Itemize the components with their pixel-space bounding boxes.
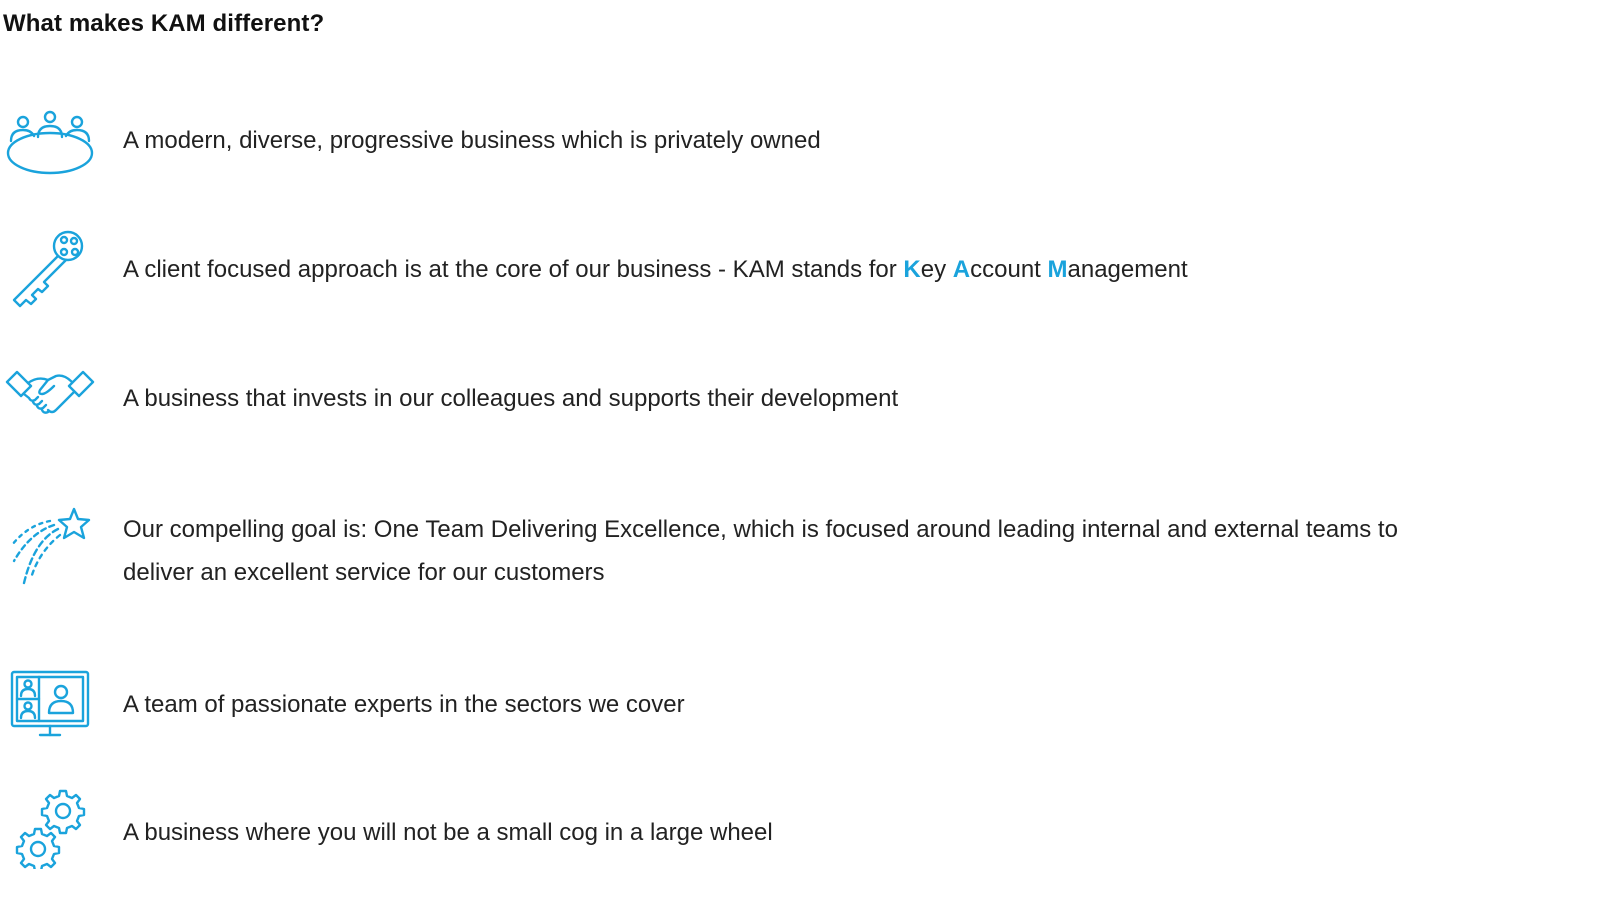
feature-text: A business where you will not be a small cog in a large wheel (123, 819, 773, 846)
gears-icon (4, 787, 96, 869)
acronym-word-account: ccount (970, 256, 1048, 283)
acronym-word-management: anagement (1067, 256, 1188, 283)
shooting-star-icon (4, 505, 96, 587)
acronym-letter-k: K (903, 256, 921, 283)
feature-text (123, 248, 1188, 291)
feature-text: A team of passionate experts in the sectors we cover (123, 691, 685, 718)
feature-text: A business that invests in our colleagues and supports their development (123, 385, 899, 412)
team-meeting-icon (4, 108, 96, 190)
feature-text-prefix: A client focused approach is at the core of our business - KAM stands for (123, 256, 904, 283)
feature-text: A modern, diverse, progressive business which is privately owned (123, 127, 821, 154)
acronym-word-key: ey (920, 256, 953, 283)
feature-text: Our compelling goal is: One Team Delivering Excellence, which is focused around leading internal and external teams to deliver an excellent service for our customers (123, 516, 1398, 586)
handshake-icon (4, 354, 96, 436)
acronym-letter-a: A (952, 256, 971, 283)
acronym-letter-m: M (1047, 256, 1068, 283)
page-title: What makes KAM different? (3, 10, 325, 37)
video-conference-icon (4, 667, 96, 749)
key-icon (4, 228, 96, 310)
